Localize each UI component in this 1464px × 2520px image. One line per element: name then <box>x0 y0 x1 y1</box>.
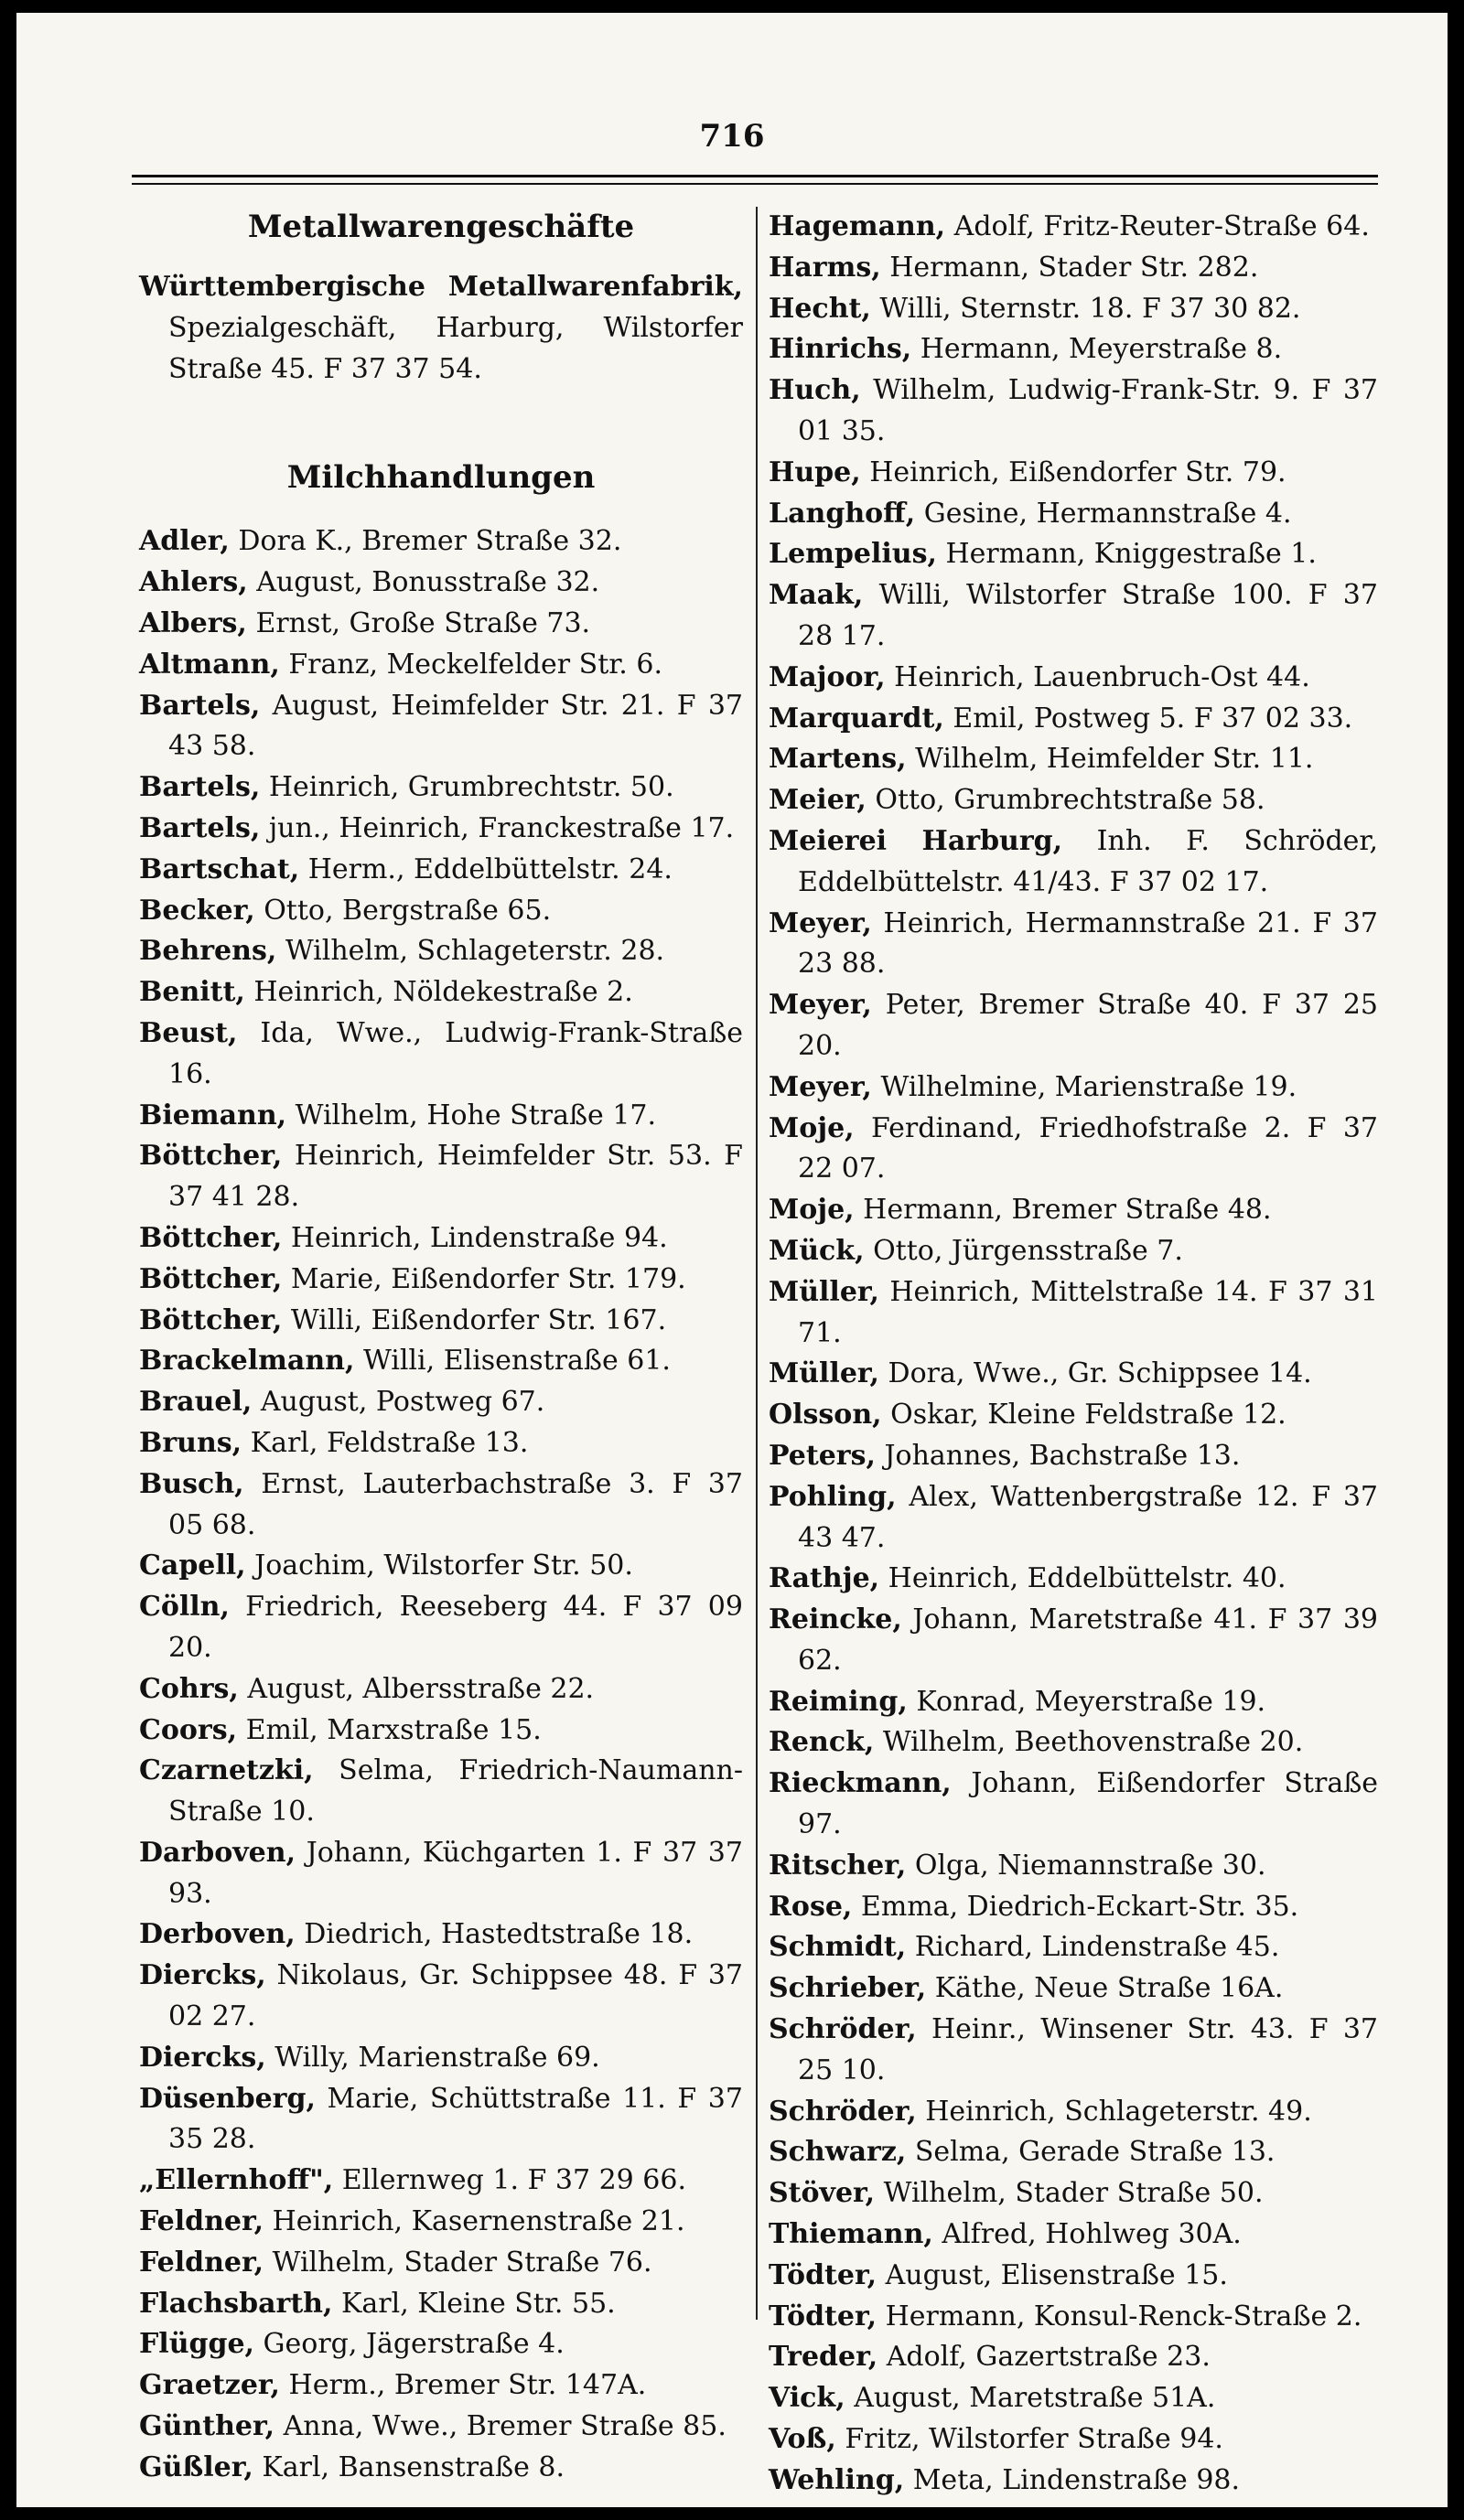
entry-name: Böttcher, <box>139 1262 283 1295</box>
entry-details: Ferdinand, Friedhofstraße 2. F 37 22 07. <box>798 1111 1378 1185</box>
entry-name: Meier, <box>769 784 867 817</box>
directory-entry <box>139 1833 743 1915</box>
left-column <box>139 207 743 2489</box>
entry-details: August, Maretstraße 51A. <box>854 2382 1216 2415</box>
header-rule-thin <box>132 183 1378 185</box>
entry-details: jun., Heinrich, Franckestraße 17. <box>268 811 735 844</box>
directory-entry <box>769 453 1378 494</box>
entry-details: Willy, Marienstraße 69. <box>274 2041 600 2074</box>
directory-entry <box>139 1260 743 1301</box>
directory-entry <box>139 1914 743 1956</box>
directory-entry <box>139 645 743 686</box>
entry-details: Inh. F. Schröder, Eddelbüttelstr. 41/43. F 37 02 17. <box>798 824 1378 898</box>
entry-details: Heinrich, Heimfelder Str. 53. F 37 41 28. <box>168 1140 743 1214</box>
directory-entry <box>769 658 1378 699</box>
entry-details: Otto, Bergstraße 65. <box>264 894 552 927</box>
entry-details: Heinr., Winsener Str. 43. F 37 25 10. <box>798 2013 1378 2086</box>
entry-details: Heinrich, Mittelstraße 14. F 37 31 71. <box>798 1275 1378 1349</box>
entry-details: Ernst, Lauterbachstraße 3. F 37 05 68. <box>168 1467 743 1541</box>
entry-details: Wilhelm, Ludwig-Frank-Str. 9. F 37 01 35. <box>798 374 1378 447</box>
directory-entry <box>139 1382 743 1423</box>
entry-details: Friedrich, Reeseberg 44. F 37 09 20. <box>168 1591 743 1664</box>
entry-name: Moje, <box>769 1111 855 1144</box>
entry-name: Cohrs, <box>139 1672 239 1705</box>
entry-name: Brauel, <box>139 1386 253 1419</box>
directory-entry <box>769 2092 1378 2133</box>
entry-details: Johann, Maretstraße 41. F 37 39 62. <box>798 1603 1378 1677</box>
entry-name: Becker, <box>139 894 255 927</box>
entry-name: Feldner, <box>139 2205 264 2238</box>
entry-name: Thiemann, <box>769 2218 933 2251</box>
entry-details: Selma, Gerade Straße 13. <box>914 2136 1276 2169</box>
directory-entry <box>769 1682 1378 1723</box>
directory-entry <box>769 1559 1378 1600</box>
directory-entry <box>139 2324 743 2365</box>
entry-details: Karl, Bansenstraße 8. <box>262 2450 565 2483</box>
directory-entry <box>769 1354 1378 1395</box>
directory-entry <box>139 2161 743 2202</box>
directory-entry <box>139 2407 743 2448</box>
entry-details: Willi, Elisenstraße 61. <box>362 1345 671 1378</box>
header-rule-thick <box>132 175 1378 177</box>
entry-name: Tödter, <box>769 2258 877 2291</box>
entry-details: August, Postweg 67. <box>260 1386 545 1419</box>
directory-entry <box>769 2461 1378 2502</box>
entry-details: Otto, Jürgensstraße 7. <box>873 1234 1183 1267</box>
entry-details: Willi, Eißendorfer Str. 167. <box>290 1303 667 1336</box>
directory-entry <box>139 521 743 563</box>
directory-entry <box>139 2038 743 2079</box>
directory-entry <box>769 1395 1378 1436</box>
directory-entry <box>139 1710 743 1752</box>
directory-entry <box>769 985 1378 1067</box>
entry-name: Wehling, <box>769 2463 905 2496</box>
directory-entry <box>139 1751 743 1833</box>
entry-name: Lempelius, <box>769 538 937 571</box>
entry-name: Rathje, <box>769 1562 880 1595</box>
directory-entry <box>139 2079 743 2161</box>
directory-entry <box>769 1436 1378 1477</box>
entry-details: Hermann, Konsul-Renck-Straße 2. <box>885 2300 1362 2332</box>
directory-entry <box>139 1136 743 1218</box>
directory-entry <box>139 267 743 390</box>
column-divider <box>756 207 758 2320</box>
entry-name: Czarnetzki, <box>139 1754 314 1787</box>
entry-details: Anna, Wwe., Bremer Straße 85. <box>283 2410 727 2443</box>
entry-name: Meyer, <box>769 1070 872 1103</box>
entry-name: „Ellernhoff", <box>139 2164 334 2197</box>
directory-entry <box>769 1231 1378 1272</box>
directory-entry <box>769 780 1378 821</box>
entry-details: Käthe, Neue Straße 16A. <box>934 1972 1284 2005</box>
entry-details: Heinrich, Kasernenstraße 21. <box>272 2205 685 2238</box>
directory-entry <box>769 1846 1378 1887</box>
entry-name: Müller, <box>769 1357 879 1390</box>
entry-name: Busch, <box>139 1467 244 1500</box>
directory-entry <box>769 1109 1378 1191</box>
directory-entry <box>769 1477 1378 1560</box>
entry-name: Reincke, <box>769 1603 902 1636</box>
entry-name: Derboven, <box>139 1918 296 1951</box>
entry-details: Diedrich, Hastedtstraße 18. <box>304 1918 694 1951</box>
entry-name: Coors, <box>139 1713 238 1746</box>
entry-name: Müller, <box>769 1275 879 1308</box>
directory-entry <box>139 1546 743 1587</box>
directory-entry <box>769 2132 1378 2173</box>
entry-name: Treder, <box>769 2341 878 2374</box>
entry-name: Adler, <box>139 525 230 558</box>
entry-name: Böttcher, <box>139 1303 283 1336</box>
entry-name: Rose, <box>769 1890 853 1923</box>
entry-details: Emil, Marxstraße 15. <box>245 1713 542 1746</box>
directory-entry <box>769 2214 1378 2256</box>
entry-details: Heinrich, Schlageterstr. 49. <box>925 2095 1312 2128</box>
entry-details: Johannes, Bachstraße 13. <box>884 1439 1241 1472</box>
directory-entry <box>769 2173 1378 2214</box>
directory-entry <box>139 1218 743 1260</box>
directory-entry <box>769 1764 1378 1846</box>
entry-details: August, Bonusstraße 32. <box>256 566 600 599</box>
entry-details: Oskar, Kleine Feldstraße 12. <box>890 1399 1286 1432</box>
entry-name: Güßler, <box>139 2450 253 2483</box>
directory-entry <box>139 1587 743 1669</box>
directory-entry <box>139 1013 743 1096</box>
entry-name: Hagemann, <box>769 210 946 242</box>
entry-name: Beust, <box>139 1016 238 1049</box>
entry-details: Wilhelm, Beethovenstraße 20. <box>882 1726 1304 1759</box>
entry-name: Benitt, <box>139 976 245 1009</box>
directory-entry <box>139 604 743 645</box>
directory-entry <box>769 904 1378 986</box>
directory-entry <box>769 2337 1378 2378</box>
right-column <box>769 207 1378 2502</box>
entry-name: Stöver, <box>769 2177 876 2210</box>
entry-details: Herm., Eddelbüttelstr. 24. <box>307 853 673 885</box>
entry-name: Schmidt, <box>769 1931 907 1964</box>
entry-details: Gesine, Hermannstraße 4. <box>923 497 1292 530</box>
entry-name: Biemann, <box>139 1099 287 1131</box>
entry-name: Renck, <box>769 1726 875 1759</box>
metallwaren-entry-list <box>139 267 743 390</box>
entry-details: Wilhelm, Schlageterstr. 28. <box>285 935 665 968</box>
directory-entry <box>139 1423 743 1464</box>
entry-details: Otto, Grumbrechtstraße 58. <box>875 784 1265 817</box>
entry-name: Harms, <box>769 251 881 284</box>
entry-name: Diercks, <box>139 1959 266 1992</box>
directory-entry <box>769 2419 1378 2461</box>
entry-details: Richard, Lindenstraße 45. <box>914 1931 1280 1964</box>
entry-details: August, Albersstraße 22. <box>247 1672 595 1705</box>
directory-page <box>16 13 1448 2507</box>
entry-details: Adolf, Gazertstraße 23. <box>886 2341 1211 2374</box>
directory-entry <box>769 370 1378 453</box>
entry-details: Spezialgeschäft, Harburg, Wilstorfer Straße 45. F 37 37 54. <box>168 311 743 385</box>
entry-name: Günther, <box>139 2410 275 2443</box>
entry-details: Heinrich, Lindenstraße 94. <box>290 1221 668 1254</box>
entry-details: Emil, Postweg 5. F 37 02 33. <box>953 702 1353 735</box>
entry-name: Graetzer, <box>139 2369 280 2402</box>
directory-entry <box>769 1968 1378 2010</box>
directory-entry <box>139 931 743 972</box>
entry-details: Wilhelm, Stader Straße 76. <box>272 2246 652 2279</box>
entry-details: Wilhelm, Hohe Straße 17. <box>295 1099 657 1131</box>
directory-entry <box>139 1464 743 1547</box>
entry-name: Peters, <box>769 1439 876 1472</box>
directory-entry <box>769 207 1378 248</box>
page-number: 716 <box>699 118 765 155</box>
directory-entry <box>769 1887 1378 1928</box>
directory-entry <box>139 1301 743 1342</box>
directory-entry <box>769 699 1378 740</box>
entry-details: Heinrich, Hermannstraße 21. F 37 23 88. <box>798 906 1378 981</box>
entry-details: Joachim, Wilstorfer Str. 50. <box>254 1550 633 1582</box>
directory-entry <box>769 1927 1378 1968</box>
entry-name: Marquardt, <box>769 702 944 735</box>
entry-details: Franz, Meckelfelder Str. 6. <box>288 648 663 681</box>
entry-details: Wilhelm, Heimfelder Str. 11. <box>915 743 1314 776</box>
directory-entry <box>769 494 1378 535</box>
section-title-metallwaren: Metallwarengeschäfte <box>247 209 635 245</box>
directory-entry <box>139 2243 743 2284</box>
entry-name: Behrens, <box>139 935 277 968</box>
directory-entry <box>769 1190 1378 1231</box>
entry-name: Albers, <box>139 606 247 639</box>
entry-details: Selma, Friedrich-Naumann-Straße 10. <box>168 1754 743 1828</box>
entry-name: Schrieber, <box>769 1972 927 2005</box>
entry-name: Pohling, <box>769 1480 897 1513</box>
entry-details: Hermann, Bremer Straße 48. <box>863 1194 1272 1227</box>
entry-name: Langhoff, <box>769 497 916 530</box>
entry-details: Heinrich, Eddelbüttelstr. 40. <box>888 1562 1286 1595</box>
entry-name: Hecht, <box>769 292 871 325</box>
directory-entry <box>769 821 1378 904</box>
directory-entry <box>139 2284 743 2325</box>
entry-name: Flügge, <box>139 2328 254 2361</box>
entry-details: Adolf, Fritz-Reuter-Straße 64. <box>953 210 1370 242</box>
entry-details: Alex, Wattenbergstraße 12. F 37 43 47. <box>798 1480 1378 1554</box>
entry-name: Olsson, <box>769 1399 882 1432</box>
entry-name: Meierei Harburg, <box>769 824 1063 857</box>
entry-details: Dora K., Bremer Straße 32. <box>238 525 622 558</box>
directory-entry <box>139 1956 743 2038</box>
directory-entry <box>139 891 743 932</box>
entry-name: Bartels, <box>139 811 261 844</box>
directory-entry <box>139 2365 743 2407</box>
entry-name: Brackelmann, <box>139 1345 355 1378</box>
directory-entry <box>139 972 743 1013</box>
entry-name: Flachsbarth, <box>139 2287 333 2320</box>
entry-details: Ida, Wwe., Ludwig-Frank-Straße 16. <box>168 1016 743 1090</box>
entry-name: Schröder, <box>769 2013 917 2046</box>
entry-details: Meta, Lindenstraße 98. <box>912 2463 1241 2496</box>
entry-name: Meyer, <box>769 906 872 939</box>
entry-name: Feldner, <box>139 2246 264 2279</box>
entry-name: Ritscher, <box>769 1849 907 1882</box>
directory-entry <box>139 1669 743 1710</box>
entry-name: Meyer, <box>769 989 872 1022</box>
entry-details: Johann, Küchgarten 1. F 37 37 93. <box>168 1836 743 1910</box>
entry-name: Düsenberg, <box>139 2082 316 2115</box>
entry-details: Peter, Bremer Straße 40. F 37 25 20. <box>798 989 1378 1062</box>
entry-name: Mück, <box>769 1234 865 1267</box>
directory-entry <box>139 1096 743 1137</box>
entry-details: August, Heimfelder Str. 21. F 37 43 58. <box>168 689 743 763</box>
milch-entry-list-left <box>139 521 743 2488</box>
entry-name: Moje, <box>769 1194 855 1227</box>
entry-details: Fritz, Wilstorfer Straße 94. <box>845 2423 1223 2456</box>
entry-name: Böttcher, <box>139 1221 283 1254</box>
entry-details: August, Elisenstraße 15. <box>885 2258 1228 2291</box>
directory-entry <box>769 1722 1378 1764</box>
entry-details: Marie, Schüttstraße 11. F 37 35 28. <box>168 2082 743 2156</box>
directory-entry <box>139 2448 743 2489</box>
entry-name: Ahlers, <box>139 566 248 599</box>
entry-name: Voß, <box>769 2423 836 2456</box>
entry-details: Georg, Jägerstraße 4. <box>263 2328 565 2361</box>
directory-entry <box>139 809 743 850</box>
entry-details: Karl, Feldstraße 13. <box>250 1426 529 1459</box>
entry-details: Wilhelm, Stader Straße 50. <box>883 2177 1264 2210</box>
entry-details: Emma, Diedrich-Eckart-Str. 35. <box>860 1890 1299 1923</box>
entry-details: Konrad, Meyerstraße 19. <box>916 1685 1266 1718</box>
entry-details: Dora, Wwe., Gr. Schippsee 14. <box>888 1357 1312 1390</box>
entry-name: Darboven, <box>139 1836 296 1869</box>
entry-details: Heinrich, Grumbrechtstr. 50. <box>268 771 674 804</box>
entry-name: Maak, <box>769 579 864 612</box>
directory-entry <box>139 563 743 604</box>
directory-entry <box>139 1341 743 1382</box>
entry-details: Hermann, Stader Str. 282. <box>889 251 1259 284</box>
directory-entry <box>769 289 1378 330</box>
entry-name: Hinrichs, <box>769 333 912 366</box>
entry-details: Karl, Kleine Str. 55. <box>340 2287 616 2320</box>
entry-name: Schröder, <box>769 2095 917 2128</box>
entry-details: Hermann, Kniggestraße 1. <box>945 538 1317 571</box>
entry-name: Huch, <box>769 374 861 407</box>
entry-name: Bartels, <box>139 689 261 722</box>
directory-entry <box>769 1272 1378 1355</box>
directory-entry <box>769 739 1378 780</box>
entry-details: Herm., Bremer Str. 147A. <box>288 2369 647 2402</box>
directory-entry <box>139 850 743 891</box>
entry-name: Bartschat, <box>139 853 300 885</box>
entry-details: Hermann, Meyerstraße 8. <box>920 333 1283 366</box>
entry-name: Tödter, <box>769 2300 877 2332</box>
directory-entry <box>769 248 1378 289</box>
entry-name: Reiming, <box>769 1685 908 1718</box>
entry-details: Heinrich, Nöldekestraße 2. <box>253 976 633 1009</box>
entry-name: Capell, <box>139 1550 246 1582</box>
section-title-milch: Milchhandlungen <box>286 459 596 497</box>
entry-name: Bruns, <box>139 1426 242 1459</box>
directory-entry <box>139 2202 743 2243</box>
entry-name: Vick, <box>769 2382 845 2415</box>
entry-name: Schwarz, <box>769 2136 907 2169</box>
directory-entry <box>769 1600 1378 1682</box>
entry-details: Alfred, Hohlweg 30A. <box>942 2218 1242 2251</box>
directory-entry <box>769 2256 1378 2297</box>
entry-name: Martens, <box>769 743 907 776</box>
milch-entry-list-right <box>769 207 1378 2502</box>
entry-details: Johann, Eißendorfer Straße 97. <box>798 1767 1378 1841</box>
directory-entry <box>769 1067 1378 1109</box>
entry-name: Bartels, <box>139 771 261 804</box>
entry-details: Marie, Eißendorfer Str. 179. <box>290 1262 686 1295</box>
directory-entry <box>769 2297 1378 2338</box>
entry-details: Heinrich, Lauenbruch-Ost 44. <box>894 660 1310 693</box>
entry-name: Böttcher, <box>139 1140 283 1173</box>
directory-entry <box>769 534 1378 575</box>
directory-entry <box>769 329 1378 370</box>
directory-entry <box>769 2378 1378 2419</box>
entry-details: Wilhelmine, Marienstraße 19. <box>880 1070 1297 1103</box>
entry-name: Majoor, <box>769 660 886 693</box>
entry-name: Rieckmann, <box>769 1767 952 1800</box>
directory-entry <box>139 767 743 809</box>
entry-name: Cölln, <box>139 1591 230 1624</box>
directory-entry <box>769 2010 1378 2092</box>
entry-details: Willi, Wilstorfer Straße 100. F 37 28 17. <box>798 579 1378 652</box>
entry-details: Heinrich, Eißendorfer Str. 79. <box>869 456 1286 488</box>
entry-details: Ellernweg 1. F 37 29 66. <box>341 2164 687 2197</box>
entry-name: Diercks, <box>139 2041 266 2074</box>
directory-entry <box>769 575 1378 658</box>
entry-name: Altmann, <box>139 648 280 681</box>
entry-details: Olga, Niemannstraße 30. <box>914 1849 1266 1882</box>
directory-entry <box>139 686 743 768</box>
entry-details: Willi, Sternstr. 18. F 37 30 82. <box>879 292 1301 325</box>
entry-name: Hupe, <box>769 456 861 488</box>
entry-details: Nikolaus, Gr. Schippsee 48. F 37 02 27. <box>168 1959 743 2033</box>
entry-name: Württembergische Metallwarenfabrik, <box>139 271 743 303</box>
entry-details: Ernst, Große Straße 73. <box>255 606 591 639</box>
